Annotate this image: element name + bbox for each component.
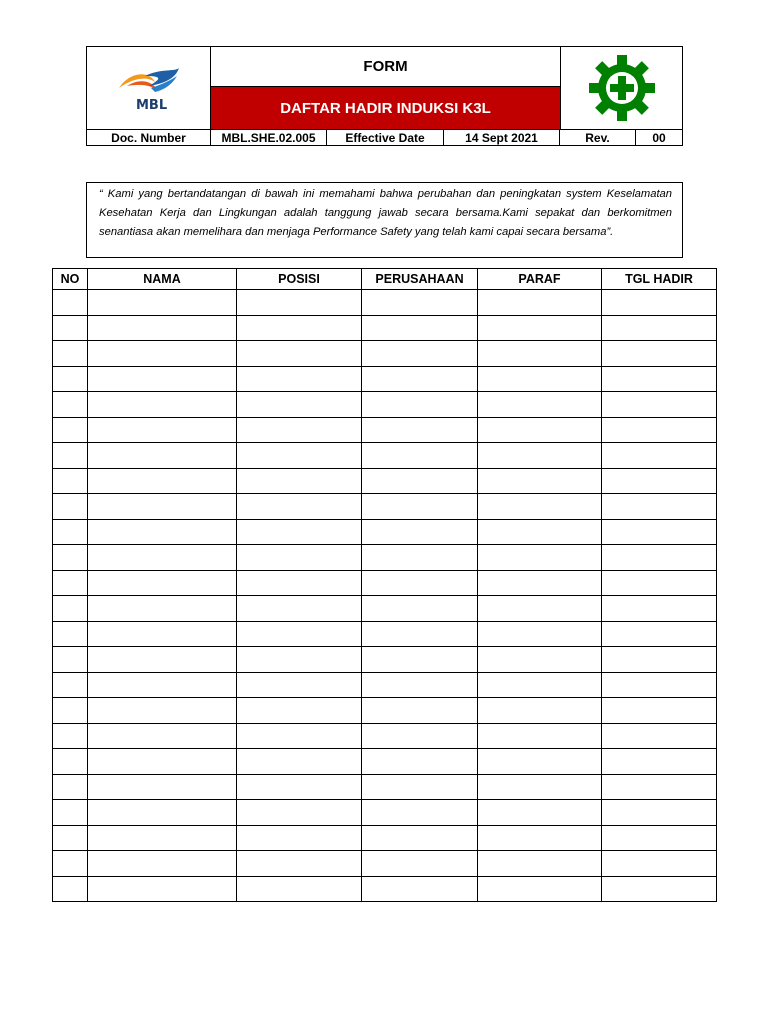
table-cell bbox=[478, 800, 602, 826]
table-cell bbox=[237, 621, 362, 647]
column-header-nama: NAMA bbox=[88, 269, 237, 290]
table-row bbox=[53, 621, 717, 647]
table-cell bbox=[88, 468, 237, 494]
table-cell bbox=[602, 672, 717, 698]
table-cell bbox=[362, 519, 478, 545]
table-cell bbox=[53, 443, 88, 469]
column-header-paraf: PARAF bbox=[478, 269, 602, 290]
attendance-table bbox=[52, 268, 717, 902]
effective-date-label: Effective Date bbox=[327, 130, 444, 146]
table-cell bbox=[53, 621, 88, 647]
table-cell bbox=[237, 443, 362, 469]
table-cell bbox=[88, 596, 237, 622]
table-cell bbox=[362, 417, 478, 443]
table-cell bbox=[53, 800, 88, 826]
table-cell bbox=[237, 647, 362, 673]
table-cell bbox=[88, 392, 237, 418]
table-cell bbox=[602, 621, 717, 647]
table-cell bbox=[53, 519, 88, 545]
table-cell bbox=[237, 672, 362, 698]
table-cell bbox=[362, 825, 478, 851]
table-cell bbox=[362, 749, 478, 775]
table-cell bbox=[53, 723, 88, 749]
table-cell bbox=[237, 825, 362, 851]
table-cell bbox=[53, 851, 88, 877]
k3-gear-cross-icon bbox=[587, 53, 657, 123]
form-header bbox=[86, 46, 683, 146]
table-cell bbox=[88, 570, 237, 596]
table-row bbox=[53, 596, 717, 622]
table-cell bbox=[53, 647, 88, 673]
table-cell bbox=[53, 749, 88, 775]
title-cell bbox=[211, 47, 560, 129]
table-cell bbox=[602, 723, 717, 749]
table-cell bbox=[478, 876, 602, 902]
table-cell bbox=[237, 545, 362, 571]
table-cell bbox=[88, 341, 237, 367]
table-cell bbox=[53, 672, 88, 698]
table-row bbox=[53, 825, 717, 851]
table-cell bbox=[362, 621, 478, 647]
table-cell bbox=[362, 570, 478, 596]
table-cell bbox=[478, 621, 602, 647]
table-cell bbox=[53, 392, 88, 418]
table-cell bbox=[237, 596, 362, 622]
table-cell bbox=[602, 825, 717, 851]
doc-number-value: MBL.SHE.02.005 bbox=[211, 130, 327, 146]
table-cell bbox=[602, 570, 717, 596]
column-header-no: NO bbox=[53, 269, 88, 290]
table-cell bbox=[88, 545, 237, 571]
table-row bbox=[53, 570, 717, 596]
table-cell bbox=[53, 545, 88, 571]
table-header-row bbox=[53, 269, 717, 290]
table-cell bbox=[602, 392, 717, 418]
table-cell bbox=[237, 315, 362, 341]
table-cell bbox=[237, 366, 362, 392]
table-cell bbox=[602, 749, 717, 775]
table-cell bbox=[362, 698, 478, 724]
table-cell bbox=[53, 570, 88, 596]
table-cell bbox=[362, 647, 478, 673]
table-cell bbox=[602, 596, 717, 622]
table-cell bbox=[602, 290, 717, 316]
effective-date-value: 14 Sept 2021 bbox=[444, 130, 560, 146]
table-cell bbox=[362, 366, 478, 392]
column-header-posisi: POSISI bbox=[237, 269, 362, 290]
table-cell bbox=[602, 443, 717, 469]
table-cell bbox=[478, 366, 602, 392]
table-cell bbox=[362, 545, 478, 571]
table-cell bbox=[53, 876, 88, 902]
table-cell bbox=[478, 315, 602, 341]
table-cell bbox=[237, 392, 362, 418]
table-cell bbox=[53, 468, 88, 494]
table-cell bbox=[478, 494, 602, 520]
k3-logo-cell bbox=[560, 47, 682, 129]
table-cell bbox=[237, 800, 362, 826]
table-cell bbox=[478, 749, 602, 775]
table-cell bbox=[237, 519, 362, 545]
table-cell bbox=[362, 774, 478, 800]
table-row bbox=[53, 774, 717, 800]
table-cell bbox=[602, 647, 717, 673]
table-cell bbox=[237, 774, 362, 800]
table-cell bbox=[88, 672, 237, 698]
commitment-statement: “ Kami yang bertandatangan di bawah ini memahami bahwa perubahan dan peningkatan system Keselamatan Kesehatan Kerja dan Lingkungan adalah tanggung jawab secara bersama.Kami sepakat dan berkomitmen senantiasa akan memelihara dan menjaga Performance Safety yang telah kami capai secara bersama”. bbox=[86, 182, 683, 258]
rev-value: 00 bbox=[652, 131, 666, 145]
table-cell bbox=[88, 825, 237, 851]
table-cell bbox=[478, 647, 602, 673]
table-row bbox=[53, 672, 717, 698]
table-cell bbox=[53, 698, 88, 724]
table-cell bbox=[362, 596, 478, 622]
column-header-perusahaan: PERUSAHAAN bbox=[362, 269, 478, 290]
table-cell bbox=[478, 443, 602, 469]
table-cell bbox=[362, 800, 478, 826]
table-cell bbox=[53, 774, 88, 800]
table-cell bbox=[602, 468, 717, 494]
table-cell bbox=[237, 290, 362, 316]
table-cell bbox=[478, 672, 602, 698]
table-cell bbox=[478, 723, 602, 749]
table-cell bbox=[478, 468, 602, 494]
table-cell bbox=[362, 341, 478, 367]
table-cell bbox=[602, 851, 717, 877]
table-cell bbox=[237, 570, 362, 596]
table-cell bbox=[362, 468, 478, 494]
table-cell bbox=[88, 698, 237, 724]
table-cell bbox=[53, 290, 88, 316]
table-cell bbox=[362, 392, 478, 418]
table-cell bbox=[478, 519, 602, 545]
table-cell bbox=[362, 494, 478, 520]
table-cell bbox=[602, 315, 717, 341]
table-cell bbox=[237, 341, 362, 367]
table-cell bbox=[602, 800, 717, 826]
table-cell bbox=[88, 723, 237, 749]
table-cell bbox=[478, 825, 602, 851]
table-cell bbox=[88, 494, 237, 520]
table-cell bbox=[88, 647, 237, 673]
table-cell bbox=[362, 851, 478, 877]
table-cell bbox=[88, 366, 237, 392]
table-cell bbox=[88, 800, 237, 826]
table-row bbox=[53, 800, 717, 826]
table-cell bbox=[602, 494, 717, 520]
table-cell bbox=[237, 698, 362, 724]
table-cell bbox=[53, 494, 88, 520]
column-header-tgl-hadir: TGL HADIR bbox=[602, 269, 717, 290]
logo-cell bbox=[87, 47, 211, 129]
table-row bbox=[53, 443, 717, 469]
table-cell bbox=[88, 290, 237, 316]
form-title: FORM bbox=[211, 47, 560, 87]
table-cell bbox=[88, 315, 237, 341]
table-cell bbox=[362, 876, 478, 902]
table-cell bbox=[237, 468, 362, 494]
table-cell bbox=[53, 417, 88, 443]
table-row bbox=[53, 366, 717, 392]
table-row bbox=[53, 468, 717, 494]
table-cell bbox=[237, 876, 362, 902]
table-cell bbox=[478, 596, 602, 622]
table-cell bbox=[88, 876, 237, 902]
table-row bbox=[53, 749, 717, 775]
table-row bbox=[53, 341, 717, 367]
table-cell bbox=[478, 774, 602, 800]
table-row bbox=[53, 392, 717, 418]
table-cell bbox=[237, 851, 362, 877]
table-cell bbox=[362, 672, 478, 698]
table-row bbox=[53, 647, 717, 673]
table-cell bbox=[478, 392, 602, 418]
table-cell bbox=[602, 774, 717, 800]
table-cell bbox=[237, 749, 362, 775]
form-banner-title: DAFTAR HADIR INDUKSI K3L bbox=[211, 87, 560, 129]
logo-text: MBL bbox=[135, 98, 167, 112]
table-cell bbox=[362, 290, 478, 316]
table-row bbox=[53, 698, 717, 724]
table-cell bbox=[88, 519, 237, 545]
table-cell bbox=[602, 545, 717, 571]
table-cell bbox=[602, 876, 717, 902]
mbl-logo-icon bbox=[109, 64, 189, 112]
table-row bbox=[53, 876, 717, 902]
table-cell bbox=[478, 545, 602, 571]
table-cell bbox=[53, 366, 88, 392]
rev-label: Rev. bbox=[560, 130, 636, 146]
table-cell bbox=[602, 519, 717, 545]
table-cell bbox=[88, 749, 237, 775]
doc-number-label: Doc. Number bbox=[87, 130, 211, 146]
table-cell bbox=[602, 366, 717, 392]
table-cell bbox=[237, 417, 362, 443]
table-cell bbox=[88, 417, 237, 443]
table-cell bbox=[478, 341, 602, 367]
table-cell bbox=[53, 825, 88, 851]
table-cell bbox=[88, 443, 237, 469]
table-row bbox=[53, 315, 717, 341]
table-row bbox=[53, 545, 717, 571]
table-cell bbox=[88, 851, 237, 877]
table-row bbox=[53, 290, 717, 316]
table-row bbox=[53, 417, 717, 443]
table-cell bbox=[237, 723, 362, 749]
table-cell bbox=[237, 494, 362, 520]
document-info-row bbox=[87, 129, 682, 146]
table-row bbox=[53, 723, 717, 749]
table-cell bbox=[602, 417, 717, 443]
table-row bbox=[53, 519, 717, 545]
table-cell bbox=[478, 851, 602, 877]
table-row bbox=[53, 494, 717, 520]
table-cell bbox=[478, 570, 602, 596]
table-cell bbox=[602, 341, 717, 367]
table-cell bbox=[478, 698, 602, 724]
table-row bbox=[53, 851, 717, 877]
table-cell bbox=[478, 290, 602, 316]
table-cell bbox=[362, 723, 478, 749]
table-cell bbox=[88, 774, 237, 800]
table-cell bbox=[53, 341, 88, 367]
table-cell bbox=[478, 417, 602, 443]
table-cell bbox=[88, 621, 237, 647]
table-cell bbox=[362, 315, 478, 341]
table-cell bbox=[53, 315, 88, 341]
table-cell bbox=[53, 596, 88, 622]
table-cell bbox=[362, 443, 478, 469]
table-cell bbox=[602, 698, 717, 724]
